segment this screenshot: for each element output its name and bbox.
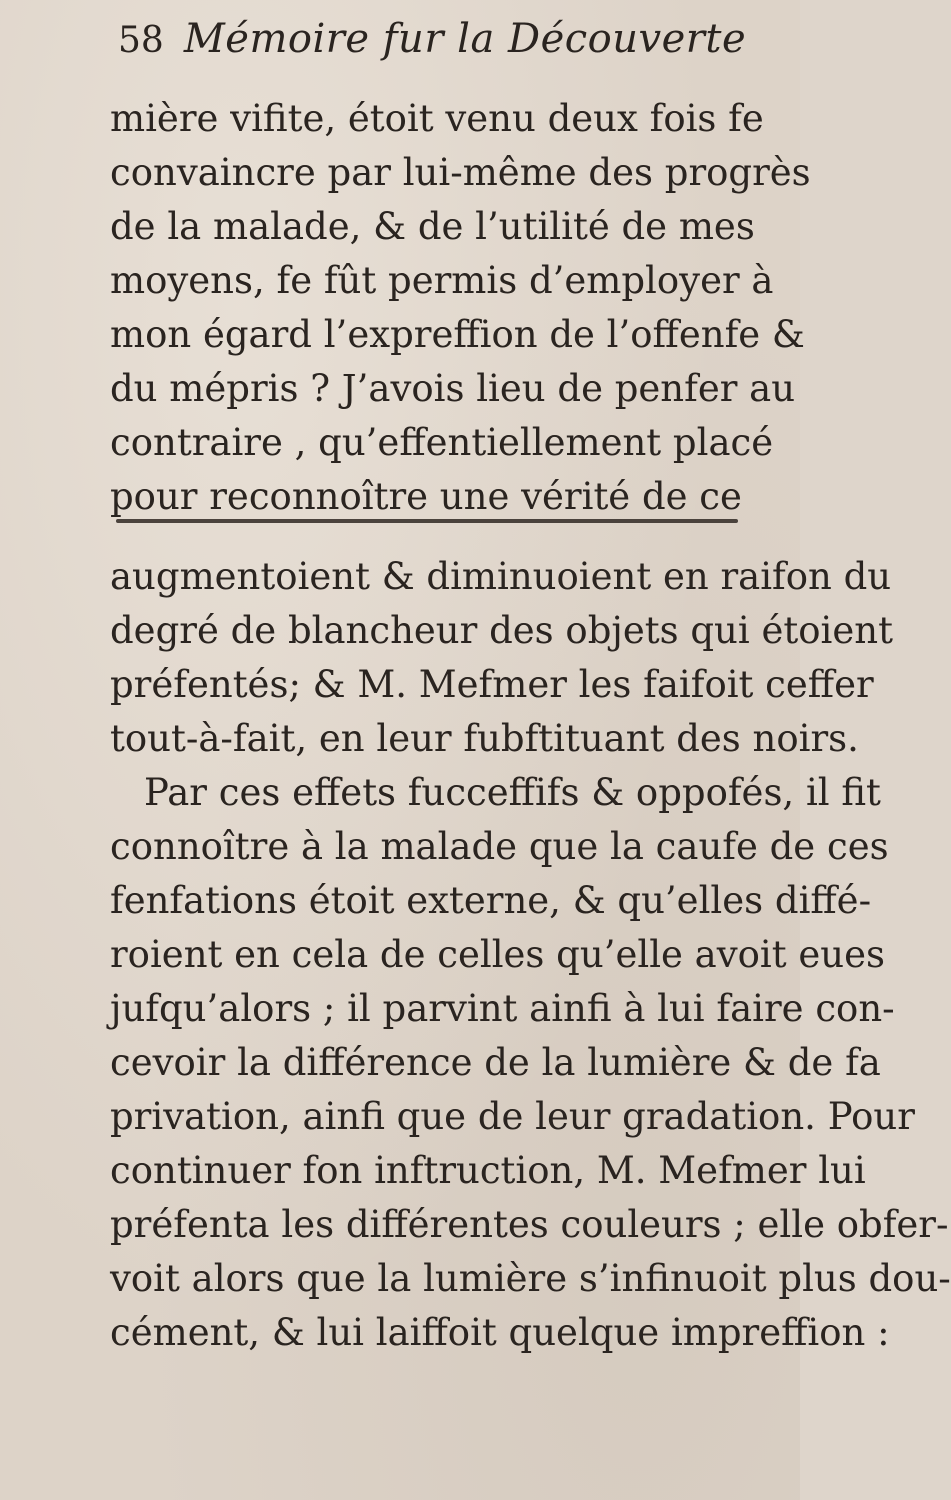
text-line: continuer fon inftruction, M. Mefmer lui	[110, 1149, 866, 1192]
text-line: privation, ainfi que de leur gradation. Pour	[110, 1095, 915, 1138]
text-line: pour reconnoître une vérité de ce	[110, 475, 742, 518]
text-line: augmentoient & diminuoient en raifon du	[110, 555, 892, 598]
text-line: moyens, fe fût permis d’employer à	[110, 259, 774, 302]
running-title: Mémoire fur la Découverte	[183, 16, 747, 62]
text-line: convaincre par lui-même des progrès	[110, 151, 811, 194]
text-block-bottom	[110, 550, 951, 1360]
text-line: fenfations étoit externe, & qu’elles diffé-	[110, 879, 872, 922]
text-line: préfenta les différentes couleurs ; elle obfer-	[110, 1203, 949, 1246]
text-block-top	[110, 92, 811, 524]
paragraph-start-line: Par ces effets fucceffifs & oppofés, il fit	[144, 771, 881, 814]
text-line: connoître à la malade que la caufe de ces	[110, 825, 889, 868]
page-number: 58	[118, 20, 164, 61]
text-line: degré de blancheur des objets qui étoient	[110, 609, 893, 652]
text-line: préfentés; & M. Mefmer les faifoit ceffer	[110, 663, 874, 706]
text-line: mon égard l’expreffion de l’offenfe &	[110, 313, 805, 356]
text-line: roient en cela de celles qu’elle avoit eues	[110, 933, 885, 976]
text-line: de la malade, & de l’utilité de mes	[110, 205, 755, 248]
text-line: contraire , qu’effentiellement placé	[110, 421, 774, 464]
text-line: tout-à-fait, en leur fubftituant des noirs.	[110, 717, 859, 760]
text-line: jufqu’alors ; il parvint ainfi à lui faire con-	[110, 987, 895, 1030]
text-line: cevoir la différence de la lumière & de fa	[110, 1041, 881, 1084]
text-line: voit alors que la lumière s’infinuoit plus dou-	[110, 1257, 951, 1300]
page-header	[118, 16, 746, 82]
text-line: cément, & lui laiffoit quelque impreffion :	[110, 1311, 890, 1354]
text-line: mière vifite, étoit venu deux fois fe	[110, 97, 764, 140]
text-line: du mépris ? J’avois lieu de penfer au	[110, 367, 796, 410]
section-divider-rule	[116, 519, 738, 523]
